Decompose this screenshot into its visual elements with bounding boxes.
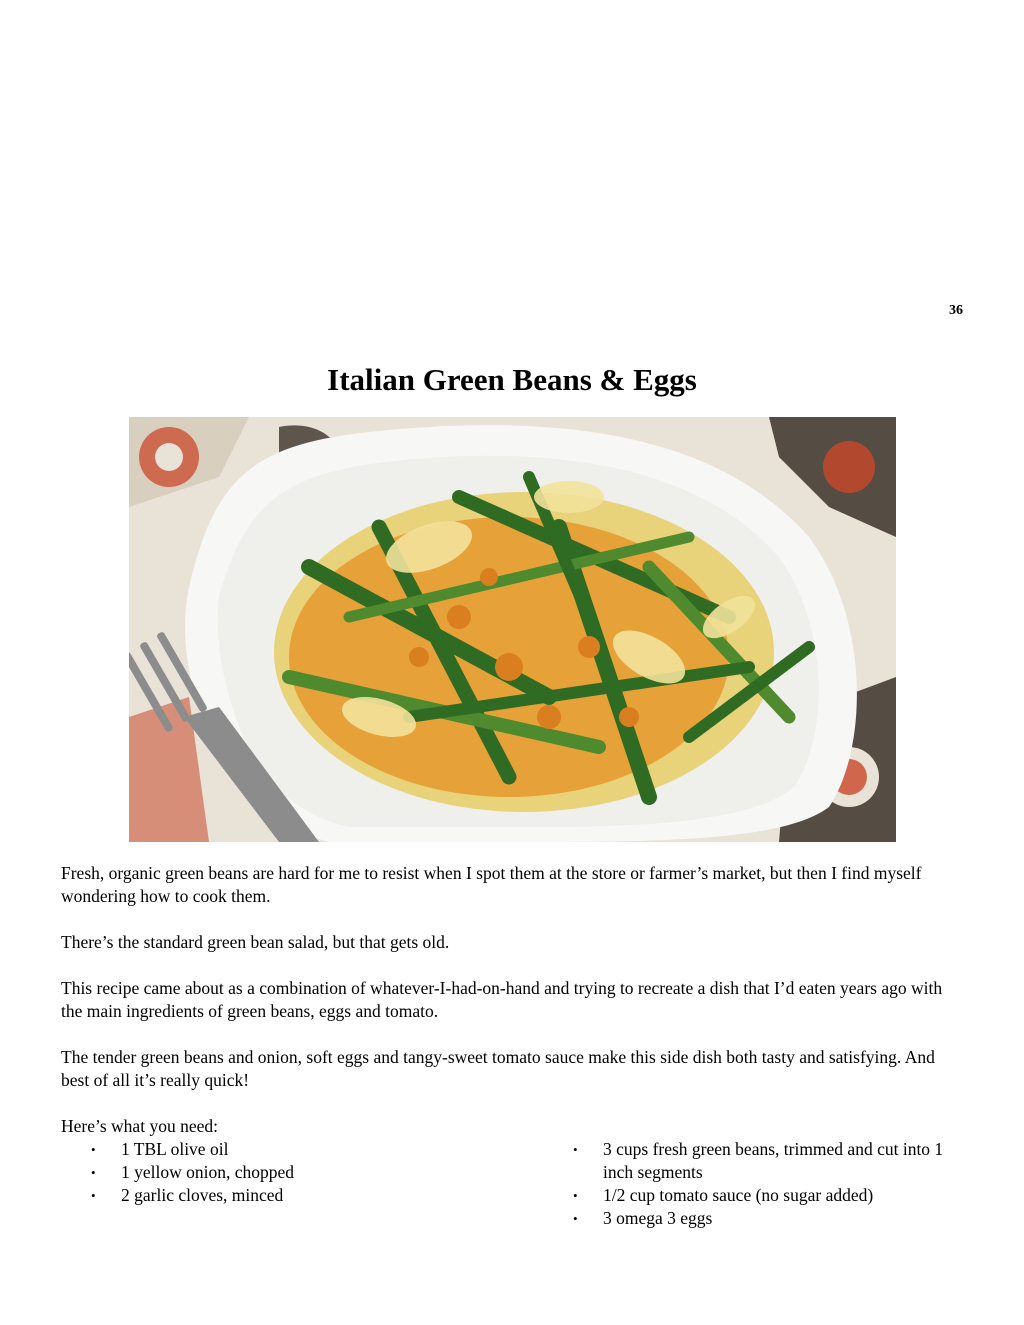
bullet-icon: • (573, 1188, 578, 1203)
ingredient-text: 3 cups fresh green beans, trimmed and cut into 1 inch segments (603, 1139, 944, 1182)
ingredient-text: 2 garlic cloves, minced (121, 1185, 284, 1205)
description-paragraph: The tender green beans and onion, soft eggs and tangy-sweet tomato sauce make this side dish both tasty and satisfying. And best of all it’s really quick! (61, 1047, 935, 1090)
ingredient-text: 1/2 cup tomato sauce (no sugar added) (603, 1185, 874, 1205)
food-photo-icon (129, 417, 896, 842)
ingredient-text: 1 yellow onion, chopped (121, 1162, 295, 1182)
ingredients-heading: Here’s what you need: (61, 1116, 218, 1136)
list-item (573, 1184, 963, 1207)
ingredient-text: 1 TBL olive oil (121, 1139, 229, 1159)
page-number: 36 (949, 303, 963, 318)
ingredients-list-right (573, 1138, 963, 1230)
origin-paragraph: This recipe came about as a combination of whatever-I-had-on-hand and trying to recreate a dish that I’d eaten years ago with the main ingredients of green beans, eggs and tomato. (61, 978, 943, 1021)
list-item (91, 1138, 491, 1161)
list-item (91, 1161, 491, 1184)
bullet-icon: • (91, 1142, 96, 1157)
recipe-photo (129, 417, 896, 842)
list-item (573, 1207, 963, 1230)
bullet-icon: • (573, 1211, 578, 1226)
bullet-icon: • (91, 1165, 96, 1180)
salad-paragraph: There’s the standard green bean salad, but that gets old. (61, 932, 450, 952)
intro-paragraph: Fresh, organic green beans are hard for me to resist when I spot them at the store or farmer’s market, but then I find myself wondering how to cook them. (61, 863, 922, 906)
bullet-icon: • (91, 1188, 96, 1203)
recipe-title: Italian Green Beans & Eggs (327, 362, 697, 397)
ingredients-list-left (91, 1138, 491, 1207)
bullet-icon: • (573, 1142, 578, 1157)
list-item (91, 1184, 491, 1207)
list-item (573, 1138, 963, 1184)
ingredient-text: 3 omega 3 eggs (603, 1208, 713, 1228)
